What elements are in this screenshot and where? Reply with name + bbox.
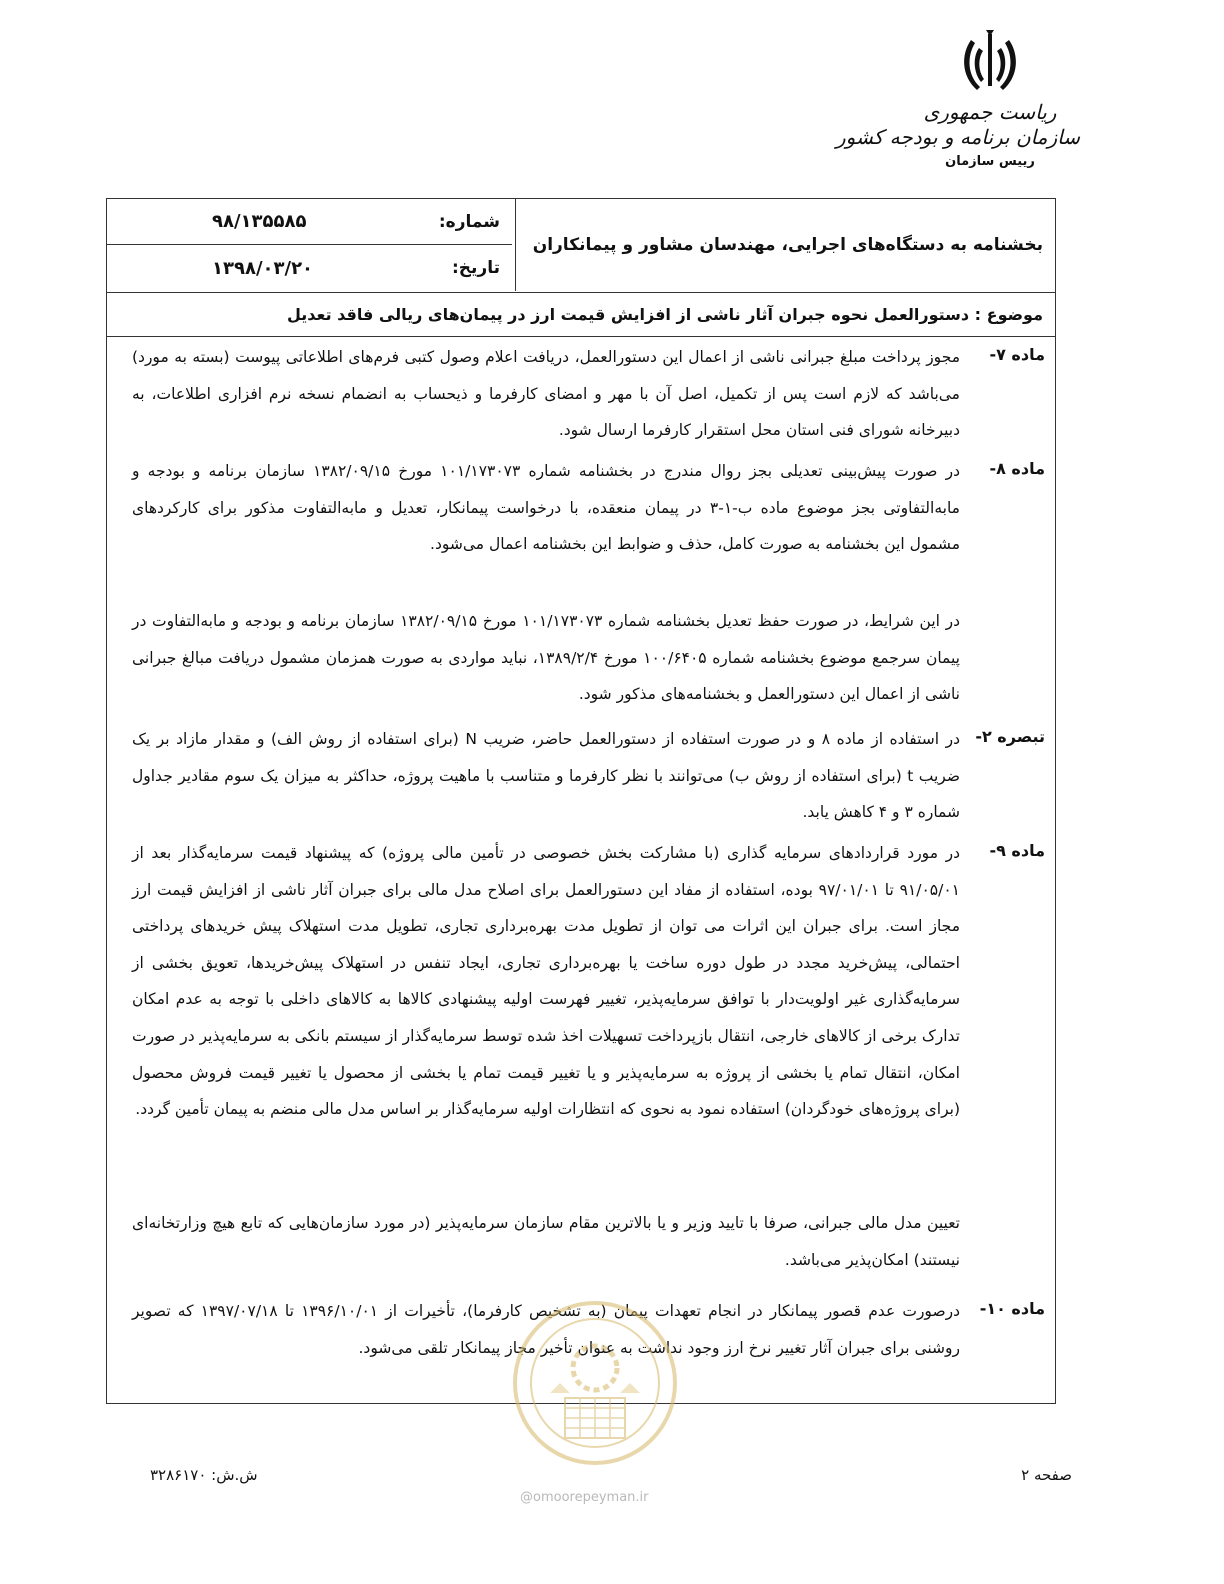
date-value: ۱۳۹۸/۰۳/۲۰ (212, 257, 314, 279)
seal-watermark-icon (510, 1298, 680, 1468)
article-label: ماده ۷- (989, 345, 1045, 364)
article-text: درصورت عدم قصور پیمانکار در انجام تعهدات پیمان (به تشخیص کارفرما)، تأخیرات از ۱۳۹۶/۱۰/۰۱ تا ۱۳۹۷/۰۷/۱۸ که تصویر روشنی برای جبران آثار تغییر نرخ ارز وجود نداشت به عنوان تأخیر مجاز پیمانکار تلقی می‌شود. (132, 1302, 960, 1357)
letter-header (107, 199, 1055, 293)
org-head: رییس سازمان (945, 154, 1035, 169)
letter-subject: موضوع : دستورالعمل نحوه جبران آثار ناشی از افزایش قیمت ارز در پیمان‌های ریالی فاقد تعدیل (107, 293, 1055, 337)
article-paragraph: در این شرایط، در صورت حفظ تعدیل بخشنامه شماره ۱۰۱/۱۷۳۰۷۳ مورخ ۱۳۸۲/۰۹/۱۵ سازمان برنامه و بودجه و مابه‌التفاوت در پیمان سرجمع موضوع بخشنامه شماره ۱۰۰/۶۴۰۵ مورخ ۱۳۸۹/۲/۴، نباید مواردی به صورت همزمان مشمول دریافت مبالغ جبرانی ناشی از اعمال این دستورالعمل و بخشنامه‌های مذکور شود. (132, 612, 961, 704)
org-presidency: ریاست جمهوری (923, 100, 1057, 124)
serial-number: ش.ش: ۳۲۸۶۱۷۰ (150, 1466, 258, 1484)
letter-frame (106, 198, 1056, 1404)
article-text: مجوز پرداخت مبلغ جبرانی ناشی از اعمال این دستورالعمل، دریافت اعلام وصول کتبی فرم‌های اطلاعاتی پیوست (بسته به مورد) می‌باشد که لازم است پس از تکمیل، اصل آن با مهر و امضای کارفرما و ذیحساب به انضمام نسخه نرم افزاری اطلاعات، به دبیرخانه شورای فنی استان محل استقرار کارفرما ارسال شود. (132, 348, 960, 440)
article-label: ماده ۱۰- (979, 1299, 1045, 1318)
watermark-url: @omoorepeyman.ir (520, 1490, 649, 1505)
article-label: تبصره ۲- (975, 727, 1045, 746)
letter-meta (107, 199, 512, 291)
number-row (107, 199, 512, 245)
number-label: شماره: (438, 211, 500, 232)
article-text: در صورت پیش‌بینی تعدیلی بجز روال مندرج در بخشنامه شماره ۱۰۱/۱۷۳۰۷۳ مورخ ۱۳۸۲/۰۹/۱۵ سازمان برنامه و بودجه و مابه‌التفاوتی بجز موضوع ماده ب-۱-۳ در پیمان منعقده، با درخواست پیمانکار، تعدیل و مابه‌التفاوت مذکور برای کارکردهای مشمول این بخشنامه به صورت کامل، حذف و ضوابط این بخشنامه اعمال می‌شود. (132, 462, 961, 554)
article-label: ماده ۸- (989, 459, 1045, 478)
letterhead (835, 28, 1080, 198)
iran-emblem-icon (955, 28, 1025, 98)
date-row (107, 245, 512, 291)
article-text: در استفاده از ماده ۸ و در صورت استفاده از دستورالعمل حاضر، ضریب N (برای استفاده از روش الف) و مقدار مازاد بر یک ضریب t (برای استفاده از روش ب) می‌توانند با نظر کارفرما و متناسب با ماهیت پروژه، حداکثر به میزان یک سوم مقادیر جداول شماره ۳ و ۴ کاهش یابد. (132, 730, 961, 822)
letter-title: بخشنامه به دستگاه‌های اجرایی، مهندسان مشاور و پیمانکاران (515, 199, 1055, 291)
article-label: ماده ۹- (989, 841, 1045, 860)
article-paragraph: تعیین مدل مالی جبرانی، صرفا با تایید وزیر و یا بالاترین مقام سازمان سرمایه‌پذیر (در مورد سازمان‌هایی که تابع هیچ وزارتخانه‌ای نیستند) امکان‌پذیر می‌باشد. (132, 1214, 960, 1269)
number-value: ۹۸/۱۳۵۵۸۵ (212, 211, 307, 232)
page-number: صفحه ۲ (1021, 1466, 1072, 1484)
date-label: تاریخ: (452, 258, 500, 278)
article-text: در مورد قراردادهای سرمایه گذاری (با مشارکت بخش خصوصی در تأمین مالی پروژه) که پیشنهاد قیمت سرمایه‌گذار بعد از ۹۱/۰۵/۰۱ تا ۹۷/۰۱/۰۱ بوده، استفاده از مفاد این دستورالعمل برای اصلاح مدل مالی برای جبران آثار ناشی از افزایش قیمت ارز مجاز است. برای جبران این اثرات می توان از تطویل مدت بهره‌برداری تجاری، تطویل مدت استهلاک پیش خریدهای پرداختی احتمالی، پیش‌خرید مجدد در طول دوره ساخت یا بهره‌برداری تجاری، ایجاد تنفس در استهلاک پیش‌خریدها، تعویق بخشی از سرمایه‌گذاری غیر اولویت‌دار با توافق سرمایه‌پذیر، تغییر فهرست اولیه پیشنهادی کالاها به کالاهای داخلی با توجه به عدم امکان تدارک برخی از کالاهای خارجی، انتقال بازپرداخت تسهیلات اخذ شده توسط سرمایه‌گذار از سیستم بانکی به سرمایه‌پذیر در صورت امکان، انتقال تمام یا بخشی از پروژه به سرمایه‌پذیر و یا تغییر قیمت تمام یا بخشی از محصول یا تغییر قیمت فروش محصول (برای پروژه‌های خودگردان) استفاده نمود به نحوی که انتظارات اولیه سرمایه‌گذار بر اساس مدل مالی منضم به پیمان تأمین گردد. (132, 844, 960, 1119)
org-name: سازمان برنامه و بودجه کشور (835, 125, 1080, 149)
